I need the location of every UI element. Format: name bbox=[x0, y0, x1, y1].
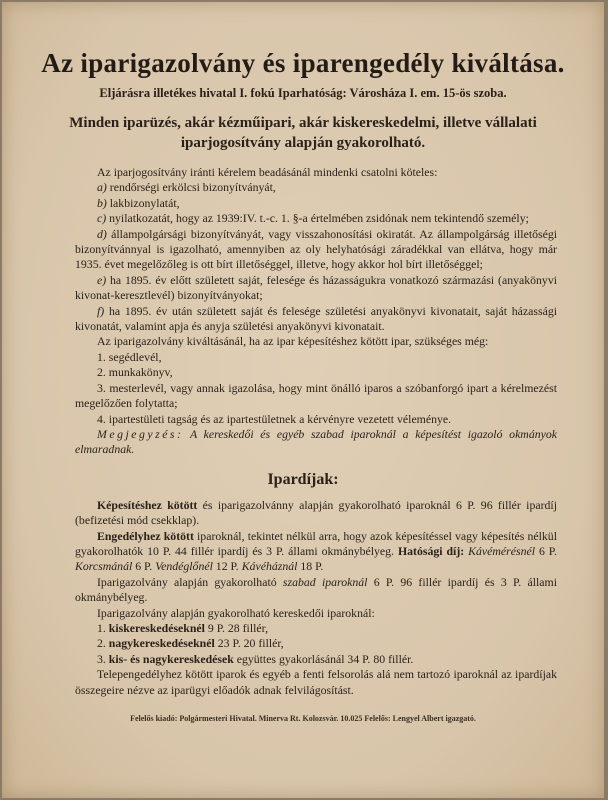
paragraph bbox=[75, 211, 557, 226]
text-run: Iparigazolvány alapján gyakorolható kereskedői iparoknál: bbox=[97, 605, 375, 620]
text-run: nyilatkozatát, hogy az 1939:IV. t.-c. 1. §-a értelmében zsidónak nem tekintendő személy; bbox=[106, 211, 529, 226]
paragraph bbox=[75, 529, 557, 575]
paragraph bbox=[75, 334, 557, 349]
paragraph bbox=[75, 381, 557, 412]
document-page bbox=[2, 2, 604, 798]
text-run: 2. munkakönyv, bbox=[97, 365, 173, 380]
paragraph bbox=[75, 227, 557, 273]
paragraph bbox=[75, 350, 557, 365]
text-run: nagykereskedéseknél bbox=[108, 636, 215, 651]
paragraph bbox=[75, 273, 557, 304]
printer-footer: Felelős kiadó: Polgármesteri Hivatal. Minerva Rt. Kolozsvár. 10.025 Felelős: Lengyel Albert igazgató. bbox=[130, 714, 476, 723]
paragraph bbox=[75, 427, 557, 458]
text-run: ha 1895. év előtt született saját, felesége és házasságukra vonatkozó származási (anyakönyvi kivonat-keresztlevél) bizonyítványokat; bbox=[75, 272, 557, 303]
paragraph bbox=[75, 667, 557, 698]
text-run: 2. bbox=[97, 636, 109, 651]
paragraph bbox=[75, 621, 557, 636]
text-run: 3. mesterlevél, vagy annak igazolása, hogy mint önálló iparos a szóbanforgó ipart a kérelmezést megelőzően folytatta; bbox=[75, 380, 557, 411]
text-run: 6 P. bbox=[534, 543, 557, 558]
requirements-section bbox=[75, 165, 557, 458]
text-run: Kávémérésnél bbox=[468, 543, 535, 558]
text-run: 12 P. bbox=[212, 559, 242, 574]
text-run: 23 P. 20 fillér, bbox=[214, 636, 284, 651]
text-run: Az iparjogosítvány iránti kérelem beadásánál mindenki csatolni köteles: bbox=[97, 165, 438, 179]
text-run: a) bbox=[97, 180, 107, 195]
paragraph bbox=[75, 652, 557, 667]
text-run: f) bbox=[97, 303, 105, 318]
text-run: e) bbox=[97, 272, 107, 287]
text-run: 1. segédlevél, bbox=[97, 349, 162, 364]
text-run: Telepengedélyhez kötött iparok és egyéb a fenti felsorolás alá nem tartozó iparoknál az ipardíjak összegeire nézve az iparügyi előadók adnak felvilágosítást. bbox=[75, 667, 557, 697]
text-run: ha 1895. év után született saját és felesége születési anyakönyvi kivonatait, saját házassági kivonatát, valamint apja és anyja születési anyakönyvi kivonatait. bbox=[75, 303, 557, 334]
fees-heading: Ipardíjak: bbox=[267, 470, 339, 488]
text-run: lakbizonylatát, bbox=[106, 195, 180, 210]
text-run: kis- és nagykereskedések bbox=[108, 651, 234, 666]
text-run: együttes gyakorlásánál 34 P. 80 fillér. bbox=[233, 651, 414, 666]
section-heading: Minden iparüzés, akár kézműipari, akár kiskereskedelmi, illetve vállalati iparjogosítvány alapján gyakorolható. bbox=[69, 115, 537, 151]
text-run: d) bbox=[97, 226, 107, 241]
text-run: 18 P. bbox=[297, 559, 324, 574]
paragraph bbox=[75, 498, 557, 529]
text-run: Engedélyhez kötött bbox=[97, 528, 194, 543]
text-run: 3. bbox=[97, 651, 109, 666]
paragraph bbox=[75, 606, 557, 621]
text-run: és iparigazolvánny alapján gyakorolható iparoknál 6 P. 96 fillér ipardíj (befizetési mód csekklap). bbox=[75, 497, 557, 528]
text-run: rendőrségi erkölcsi bizonyítványát, bbox=[106, 180, 276, 195]
text-run: 4. ipartestületi tagság és az ipartestületnek a kérvényre vezetett véleménye. bbox=[97, 411, 452, 426]
text-run: 9 P. 28 fillér, bbox=[204, 620, 269, 635]
text-run: Hatósági díj: bbox=[397, 543, 465, 558]
text-run: állampolgársági bizonyítványát, vagy visszahonosítási okiratát. Az állampolgárság illetőségi bizonyítvánnyal is igazolható, amennyiben az oly helyhatósági záradékkal van ellátva, hogy már 1935. évet megelőzőleg is ott bírt illetőséggel, illetve, hogy akkor hol bírt illetőséggel; bbox=[75, 226, 557, 272]
text-run: b) bbox=[97, 195, 107, 210]
text-run: Megjegyzés: bbox=[97, 426, 184, 441]
text-run: kiskereskedéseknél bbox=[108, 620, 205, 635]
paragraph bbox=[75, 304, 557, 335]
text-run: Korcsmánál bbox=[75, 559, 133, 574]
text-run: Vendéglőnél bbox=[155, 559, 213, 574]
text-run: 1. bbox=[97, 620, 109, 635]
paragraph bbox=[75, 412, 557, 427]
text-run: Az iparigazolvány kiváltásánál, ha az ipar képesítéshez kötött ipar, szükséges még: bbox=[97, 334, 489, 349]
document-title: Az iparigazolvány és iparengedély kiváltása. bbox=[41, 48, 565, 78]
text-run: 6 P. bbox=[132, 559, 156, 574]
text-run: 6 P. 96 fillér ipardíj és 3 P. állami okmánybélyeg. bbox=[75, 574, 557, 605]
paragraph bbox=[75, 575, 557, 606]
text-run: Kávéháznál bbox=[241, 559, 298, 574]
paragraph bbox=[75, 180, 557, 195]
text-run: Iparigazolvány alapján gyakorolható bbox=[97, 574, 283, 589]
paragraph bbox=[75, 365, 557, 380]
paragraph bbox=[75, 165, 557, 180]
paragraph bbox=[75, 636, 557, 651]
text-run: szabad iparoknál bbox=[282, 574, 368, 589]
document-body bbox=[2, 48, 604, 724]
text-run: Képesítéshez kötött bbox=[97, 497, 198, 512]
text-run: iparoknál, tekintet nélkül arra, hogy azok képesítéssel vagy képesítés nélkül gyakorolhatók 10 P. 44 fillér ipardíj és 3 P. állami okmánybélyeg. bbox=[75, 528, 557, 558]
fees-section bbox=[75, 498, 557, 698]
text-run: A kereskedői és egyéb szabad iparoknál a képesítést igazoló okmányok elmaradnak. bbox=[75, 426, 557, 457]
document-subtitle: Eljárásra illetékes hivatal I. fokú Iparhatóság: Városháza I. em. 15-ös szoba. bbox=[99, 86, 507, 100]
text-run: c) bbox=[97, 211, 107, 226]
paragraph bbox=[75, 196, 557, 211]
